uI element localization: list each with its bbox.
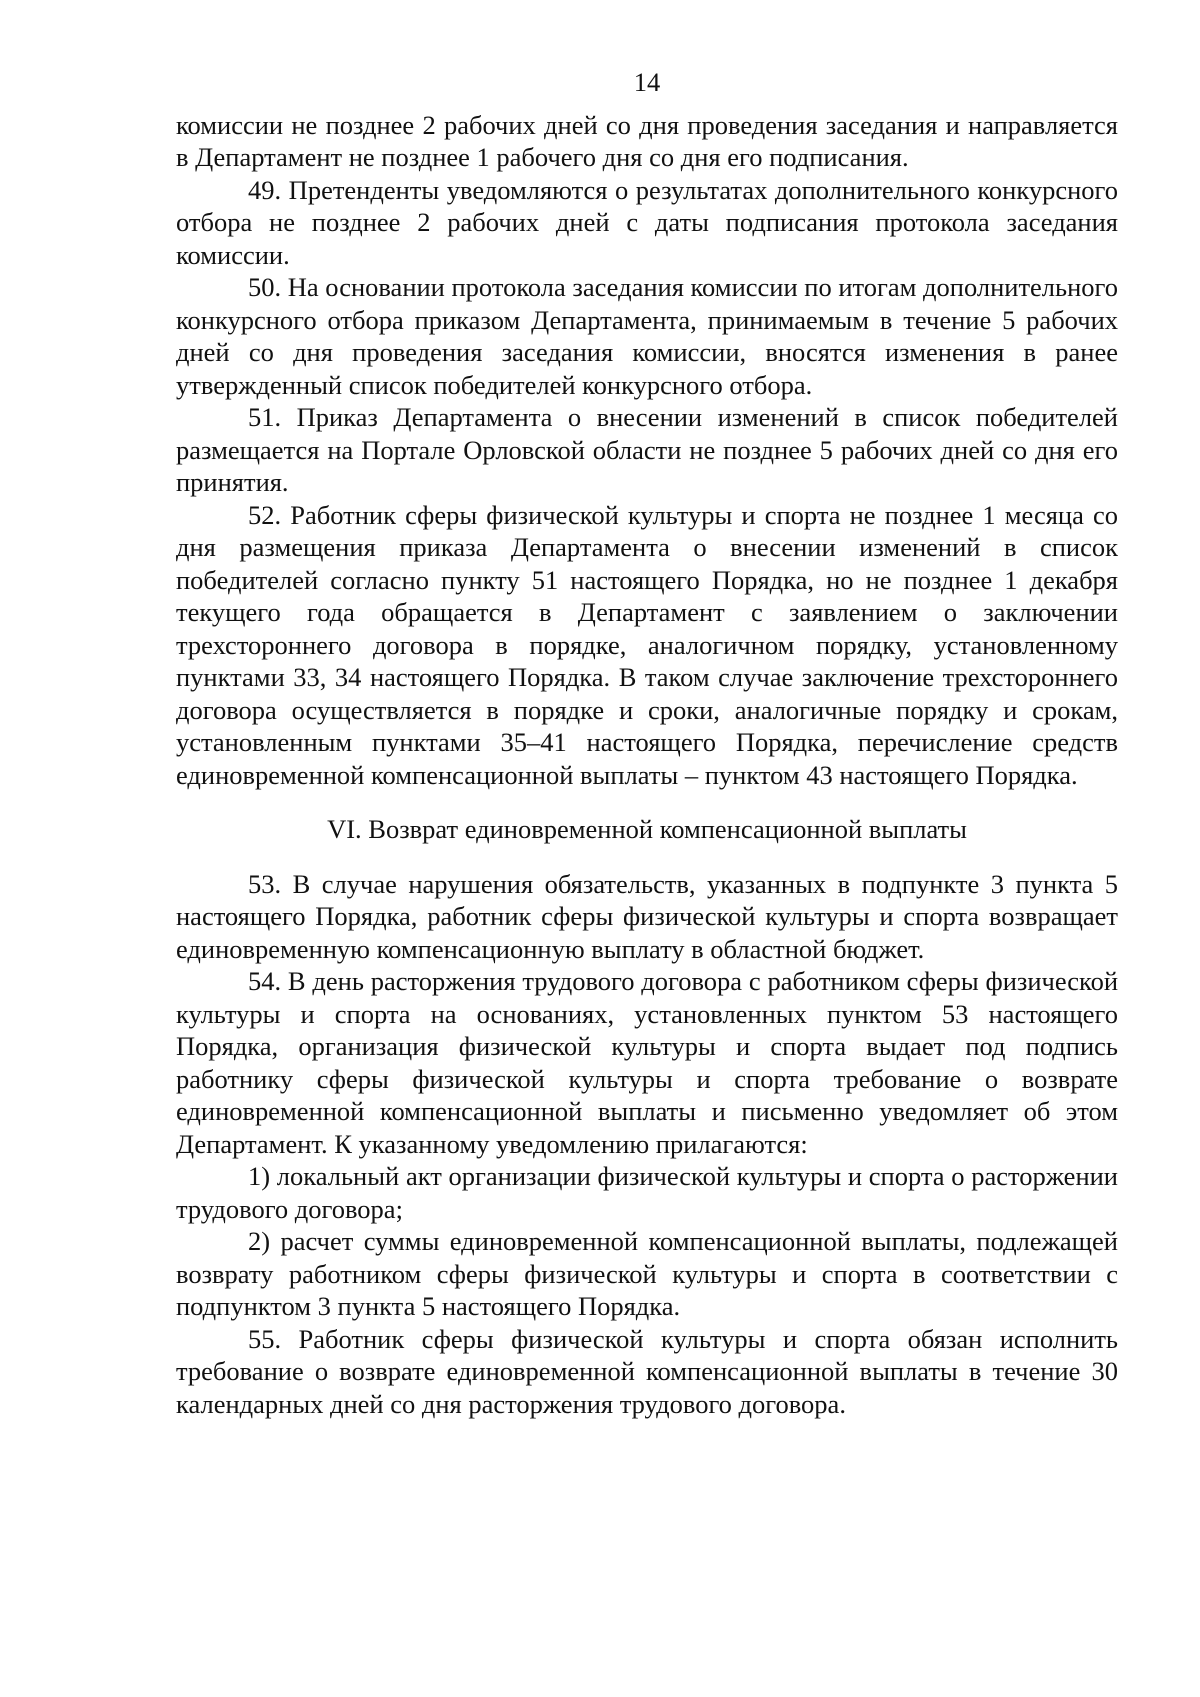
paragraph-item-49: 49. Претенденты уведомляются о результатах дополнительного конкурсного отбора не позднее 2 рабочих дней с даты подписания протокола заседания комиссии. — [176, 174, 1118, 270]
paragraph-item-55: 55. Работник сферы физической культуры и спорта обязан исполнить требование о возврате единовременной компенсационной выплаты в течение 30 календарных дней со дня расторжения трудового договора. — [176, 1323, 1118, 1419]
paragraph-item-53: 53. В случае нарушения обязательств, указанных в подпункте 3 пункта 5 настоящего Порядка, работник сферы физической культуры и спорта возвращает единовременную компенсационную выплату в областной бюджет. — [176, 868, 1118, 964]
paragraph-item-52: 52. Работник сферы физической культуры и спорта не позднее 1 месяца со дня размещения приказа Департамента о внесении изменений в список победителей согласно пункту 51 настоящего Порядка, но не позднее 1 декабря текущего года обращается в Департамент с заявлением о заключении трехстороннего договора в порядке, аналогичном порядку, установленному пунктами 33, 34 настоящего Порядка. В таком случае заключение трехстороннего договора осуществляется в порядке и сроки, аналогичные порядку и срокам, установленным пунктами 35–41 настоящего Порядка, перечисление средств единовременной компенсационной выплаты – пунктом 43 настоящего Порядка. — [176, 499, 1118, 790]
paragraph-subitem-1: 1) локальный акт организации физической культуры и спорта о расторжении трудового договора; — [176, 1161, 1118, 1224]
paragraph-continuation: комиссии не позднее 2 рабочих дней со дня проведения заседания и направляется в Департамент не позднее 1 рабочего дня со дня его подписания. — [176, 109, 1118, 172]
section-heading: VI. Возврат единовременной компенсационной выплаты — [327, 814, 967, 844]
paragraph-item-54: 54. В день расторжения трудового договора с работником сферы физической культуры и спорта на основаниях, установленных пунктом 53 настоящего Порядка, организация физической культуры и спорта выдает под подпись работнику сферы физической культуры и спорта требование о возврате единовременной компенсационной выплаты и письменно уведомляет об этом Департамент. К указанному уведомлению прилагаются: — [176, 966, 1118, 1159]
paragraph-subitem-2: 2) расчет суммы единовременной компенсационной выплаты, подлежащей возврату работником сферы физической культуры и спорта в соответствии с подпунктом 3 пункта 5 настоящего Порядка. — [176, 1226, 1118, 1321]
paragraph-item-51: 51. Приказ Департамента о внесении изменений в список победителей размещается на Портале Орловской области не позднее 5 рабочих дней со дня его принятия. — [176, 402, 1118, 497]
page-number: 14 — [633, 67, 661, 97]
paragraph-item-50: 50. На основании протокола заседания комиссии по итогам дополнительного конкурсного отбора приказом Департамента, принимаемым в течение 5 рабочих дней со дня проведения заседания комиссии, вносятся изменения в ранее утвержденный список победителей конкурсного отбора. — [176, 272, 1118, 400]
